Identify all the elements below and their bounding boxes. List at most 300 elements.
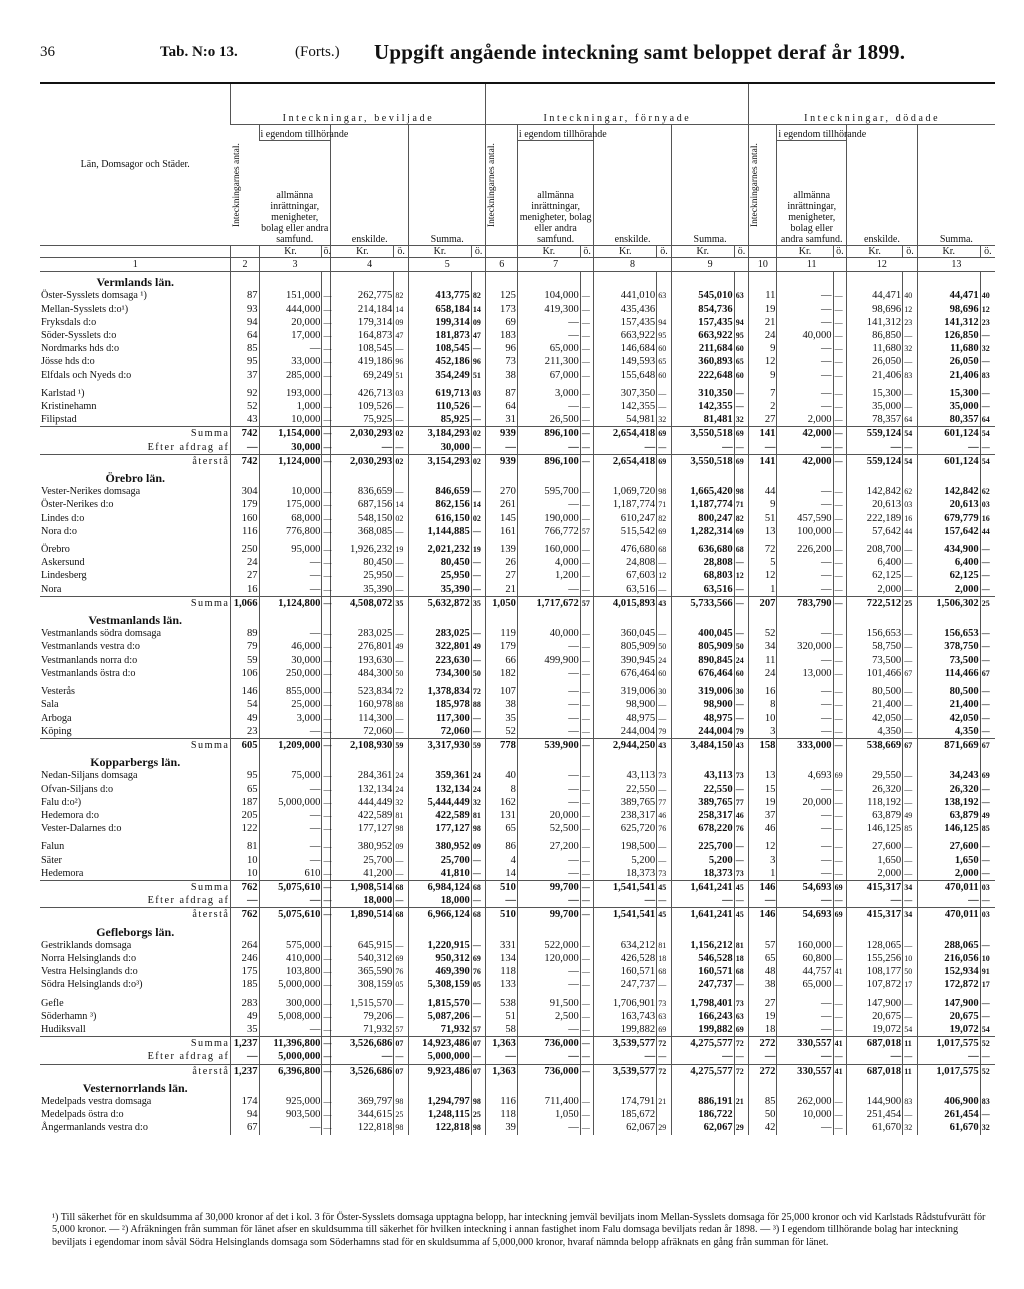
ore-cell: — bbox=[580, 387, 593, 400]
value-cell: 939 bbox=[486, 427, 517, 441]
ore-cell: — bbox=[734, 387, 749, 400]
value-cell: 107 bbox=[486, 685, 517, 698]
value-cell: 2,000 bbox=[777, 413, 833, 427]
value-cell: 156,653 bbox=[847, 627, 903, 640]
ore-label: ö. bbox=[394, 246, 409, 258]
value-cell: 1,124,000 bbox=[259, 454, 322, 468]
value-cell: 98,900 bbox=[594, 698, 657, 711]
ore-cell: — bbox=[322, 316, 331, 329]
value-cell: 762 bbox=[231, 880, 259, 894]
value-cell: 658,184 bbox=[408, 303, 471, 316]
ore-cell: — bbox=[322, 880, 331, 894]
value-cell: 43,113 bbox=[671, 769, 734, 782]
ore-cell: — bbox=[322, 413, 331, 427]
ore-cell: — bbox=[980, 543, 995, 556]
ore-cell: — bbox=[394, 997, 409, 1010]
ore-cell: — bbox=[734, 978, 749, 991]
value-cell: 247,737 bbox=[594, 978, 657, 991]
value-cell: 5,200 bbox=[594, 854, 657, 867]
value-cell: 144,900 bbox=[847, 1095, 903, 1108]
allmanna-header: allmänna inrättningar, menigheter, bolag eller andra samfund. bbox=[777, 140, 847, 245]
ore-cell: — bbox=[833, 796, 846, 809]
value-cell: 766,772 bbox=[517, 525, 580, 538]
value-cell: 380,952 bbox=[408, 840, 471, 853]
ore-cell: — bbox=[980, 796, 995, 809]
table-row bbox=[40, 1108, 995, 1121]
ore-cell: — bbox=[580, 667, 593, 680]
ore-cell: — bbox=[580, 441, 593, 455]
value-cell: 2,030,293 bbox=[331, 454, 394, 468]
value-cell: — bbox=[777, 894, 833, 908]
ore-cell: — bbox=[833, 596, 846, 610]
column-number: 2 bbox=[231, 258, 259, 272]
ore-cell: — bbox=[980, 569, 995, 582]
value-cell: 1 bbox=[749, 583, 777, 597]
row-label: Efter afdrag af bbox=[40, 894, 231, 908]
value-cell: 114,466 bbox=[917, 667, 980, 680]
ore-cell: 98 bbox=[657, 485, 672, 498]
value-cell: 27 bbox=[231, 569, 259, 582]
ore-cell: — bbox=[734, 783, 749, 796]
ore-cell: 98 bbox=[734, 485, 749, 498]
value-cell: 11,680 bbox=[917, 342, 980, 355]
value-cell: 40,000 bbox=[777, 329, 833, 342]
value-cell: 2,021,232 bbox=[408, 543, 471, 556]
value-cell: 182 bbox=[486, 667, 517, 680]
value-cell: 783,790 bbox=[777, 596, 833, 610]
value-cell: 258,317 bbox=[671, 809, 734, 822]
value-cell: — bbox=[777, 997, 833, 1010]
value-cell: 1,069,720 bbox=[594, 485, 657, 498]
ore-cell: 83 bbox=[980, 369, 995, 382]
ore-cell: — bbox=[322, 556, 331, 569]
value-cell: 676,464 bbox=[671, 667, 734, 680]
value-cell: — bbox=[777, 342, 833, 355]
value-cell: 62,125 bbox=[847, 569, 903, 582]
value-cell: — bbox=[517, 965, 580, 978]
row-label: Summa bbox=[190, 597, 230, 609]
value-cell: — bbox=[594, 441, 657, 455]
value-cell: 1,050 bbox=[486, 596, 517, 610]
value-cell: — bbox=[517, 667, 580, 680]
value-cell: 81 bbox=[231, 840, 259, 853]
value-cell: 141,312 bbox=[847, 316, 903, 329]
value-cell: 1,706,901 bbox=[594, 997, 657, 1010]
value-cell: 616,150 bbox=[408, 512, 471, 525]
ore-cell: 03 bbox=[394, 387, 409, 400]
ore-cell: — bbox=[580, 342, 593, 355]
ore-cell: 47 bbox=[394, 329, 409, 342]
ore-cell: — bbox=[322, 978, 331, 991]
ore-cell: — bbox=[580, 400, 593, 413]
value-cell: 5,075,610 bbox=[259, 908, 322, 922]
value-cell: 46,000 bbox=[259, 640, 322, 653]
ore-cell: — bbox=[980, 894, 995, 908]
ore-cell: 32 bbox=[394, 796, 409, 809]
ore-cell: — bbox=[903, 441, 918, 455]
ore-cell: — bbox=[657, 583, 672, 597]
ore-cell: 68 bbox=[394, 908, 409, 922]
value-cell: 1,220,915 bbox=[408, 939, 471, 952]
value-cell: 27,200 bbox=[517, 840, 580, 853]
ore-cell: 60 bbox=[734, 369, 749, 382]
value-cell: 538,669 bbox=[847, 738, 903, 752]
ore-cell: 83 bbox=[980, 1095, 995, 1108]
ore-cell: 98 bbox=[394, 1121, 409, 1134]
value-cell: 24 bbox=[231, 556, 259, 569]
ore-cell: 72 bbox=[394, 685, 409, 698]
value-cell: 73,500 bbox=[917, 654, 980, 667]
value-cell: 41,810 bbox=[408, 867, 471, 881]
table-row bbox=[40, 1023, 995, 1037]
ore-cell: — bbox=[580, 978, 593, 991]
value-cell: 94 bbox=[231, 316, 259, 329]
value-cell: 100,000 bbox=[777, 525, 833, 538]
row-label: Vestmanlands norra d:o bbox=[41, 654, 138, 666]
summary-row bbox=[40, 454, 995, 468]
value-cell: — bbox=[517, 712, 580, 725]
value-cell: — bbox=[517, 441, 580, 455]
value-cell: 68,803 bbox=[671, 569, 734, 582]
antal-header: Inteckningarnes antal. bbox=[231, 143, 242, 227]
value-cell: 9 bbox=[749, 369, 777, 382]
value-cell: 1,717,672 bbox=[517, 596, 580, 610]
value-cell: 120,000 bbox=[517, 952, 580, 965]
ore-cell: — bbox=[980, 1108, 995, 1121]
value-cell: 510 bbox=[486, 880, 517, 894]
ore-cell: — bbox=[657, 1050, 672, 1064]
ore-cell: 35 bbox=[471, 596, 486, 610]
ore-cell: — bbox=[322, 543, 331, 556]
value-cell: 354,249 bbox=[408, 369, 471, 382]
value-cell: 1,890,514 bbox=[331, 908, 394, 922]
ore-cell: 67 bbox=[903, 738, 918, 752]
value-cell: 1,187,774 bbox=[594, 498, 657, 511]
value-cell: 91,500 bbox=[517, 997, 580, 1010]
value-cell: 133 bbox=[486, 978, 517, 991]
ore-cell: — bbox=[322, 1023, 331, 1037]
value-cell: 42,050 bbox=[917, 712, 980, 725]
value-cell: — bbox=[777, 387, 833, 400]
value-cell: 80,357 bbox=[917, 413, 980, 427]
value-cell: 722,512 bbox=[847, 596, 903, 610]
ore-cell: — bbox=[833, 867, 846, 881]
value-cell: — bbox=[917, 441, 980, 455]
value-cell: 73,500 bbox=[847, 654, 903, 667]
value-cell: 854,736 bbox=[671, 303, 734, 316]
ore-cell: 54 bbox=[980, 1023, 995, 1037]
value-cell: 79 bbox=[231, 640, 259, 653]
row-label: Vester-Dalarnes d:o bbox=[41, 823, 122, 835]
ore-cell: — bbox=[833, 525, 846, 538]
ore-cell: 09 bbox=[471, 316, 486, 329]
value-cell: 141 bbox=[749, 427, 777, 441]
ore-cell: — bbox=[980, 783, 995, 796]
value-cell: 1,282,314 bbox=[671, 525, 734, 538]
value-cell: — bbox=[259, 854, 322, 867]
value-cell: — bbox=[259, 783, 322, 796]
ore-cell: — bbox=[471, 556, 486, 569]
value-cell: 152,934 bbox=[917, 965, 980, 978]
value-cell: 5,000,000 bbox=[259, 796, 322, 809]
value-cell: 35,390 bbox=[331, 583, 394, 597]
value-cell: 330,557 bbox=[777, 1064, 833, 1078]
value-cell: 322,801 bbox=[408, 640, 471, 653]
value-cell: — bbox=[777, 1023, 833, 1037]
ore-cell: 49 bbox=[903, 809, 918, 822]
ore-cell: — bbox=[833, 712, 846, 725]
ore-cell: — bbox=[394, 712, 409, 725]
value-cell: 62,067 bbox=[671, 1121, 734, 1134]
value-cell: 26,050 bbox=[917, 355, 980, 368]
value-cell: 6,400 bbox=[917, 556, 980, 569]
ore-cell: 81 bbox=[657, 939, 672, 952]
ore-cell: 68 bbox=[471, 908, 486, 922]
value-cell: — bbox=[777, 854, 833, 867]
ore-cell: 83 bbox=[903, 369, 918, 382]
ore-cell: — bbox=[980, 627, 995, 640]
value-cell: 390,945 bbox=[594, 654, 657, 667]
value-cell: 222,648 bbox=[671, 369, 734, 382]
ore-cell: 24 bbox=[471, 783, 486, 796]
ore-cell: — bbox=[980, 640, 995, 653]
value-cell: 1,294,797 bbox=[408, 1095, 471, 1108]
table-row bbox=[40, 627, 995, 640]
value-cell: 199,882 bbox=[594, 1023, 657, 1037]
ore-cell: 59 bbox=[394, 738, 409, 752]
ore-cell: — bbox=[394, 485, 409, 498]
ore-cell: — bbox=[322, 596, 331, 610]
ore-cell: — bbox=[322, 498, 331, 511]
ore-cell: 11 bbox=[903, 1064, 918, 1078]
ore-cell: — bbox=[322, 667, 331, 680]
value-cell: 251,454 bbox=[847, 1108, 903, 1121]
ore-cell: — bbox=[980, 556, 995, 569]
ore-cell: — bbox=[980, 840, 995, 853]
ore-cell: — bbox=[322, 997, 331, 1010]
ore-cell: — bbox=[734, 894, 749, 908]
row-label: Lindes d:o bbox=[41, 512, 85, 524]
row-label: Medelpads vestra domsaga bbox=[41, 1095, 152, 1107]
value-cell: — bbox=[777, 289, 833, 302]
ore-cell: — bbox=[471, 485, 486, 498]
ore-cell: 16 bbox=[903, 512, 918, 525]
county-heading bbox=[40, 1078, 995, 1095]
ore-cell: 02 bbox=[394, 512, 409, 525]
value-cell: 31 bbox=[486, 413, 517, 427]
ore-cell: 44 bbox=[903, 525, 918, 538]
value-cell: 711,400 bbox=[517, 1095, 580, 1108]
ore-cell: 09 bbox=[471, 840, 486, 853]
ore-cell: 14 bbox=[471, 303, 486, 316]
ore-cell: 43 bbox=[657, 596, 672, 610]
value-cell: 116 bbox=[231, 525, 259, 538]
ore-cell: 69 bbox=[734, 525, 749, 538]
value-cell: 307,350 bbox=[594, 387, 657, 400]
value-cell: 283,025 bbox=[331, 627, 394, 640]
value-cell: 222,189 bbox=[847, 512, 903, 525]
value-cell: — bbox=[259, 1121, 322, 1134]
row-label: Ofvan-Siljans d:o bbox=[41, 783, 114, 795]
value-cell: 92 bbox=[231, 387, 259, 400]
ore-cell: — bbox=[471, 627, 486, 640]
value-cell: 419,186 bbox=[331, 355, 394, 368]
value-cell: 179 bbox=[486, 640, 517, 653]
value-cell: 208,700 bbox=[847, 543, 903, 556]
value-cell: 3,539,577 bbox=[594, 1064, 657, 1078]
ore-cell: 65 bbox=[657, 355, 672, 368]
value-cell: 175 bbox=[231, 965, 259, 978]
value-cell: 1,541,541 bbox=[594, 908, 657, 922]
value-cell: 2,944,250 bbox=[594, 738, 657, 752]
value-cell: 441,010 bbox=[594, 289, 657, 302]
value-cell: 38 bbox=[749, 978, 777, 991]
ore-cell: 69 bbox=[471, 952, 486, 965]
ore-cell: — bbox=[580, 640, 593, 653]
value-cell: 126,850 bbox=[917, 329, 980, 342]
value-cell: 1,017,575 bbox=[917, 1037, 980, 1051]
value-cell: 319,006 bbox=[671, 685, 734, 698]
value-cell: 939 bbox=[486, 454, 517, 468]
value-cell: 264 bbox=[231, 939, 259, 952]
value-cell: 4,275,577 bbox=[671, 1064, 734, 1078]
value-cell: 35 bbox=[486, 712, 517, 725]
value-cell: 28,808 bbox=[671, 556, 734, 569]
value-cell: 27 bbox=[749, 997, 777, 1010]
ore-cell: — bbox=[580, 997, 593, 1010]
ore-cell: — bbox=[734, 1050, 749, 1064]
table-row bbox=[40, 796, 995, 809]
value-cell: 23 bbox=[231, 725, 259, 739]
ore-cell: 72 bbox=[734, 1064, 749, 1078]
value-cell: 64 bbox=[231, 329, 259, 342]
ore-cell: 72 bbox=[471, 685, 486, 698]
value-cell: 132,134 bbox=[408, 783, 471, 796]
value-cell: — bbox=[777, 822, 833, 835]
ore-cell: 49 bbox=[394, 640, 409, 653]
value-cell: 1,209,000 bbox=[259, 738, 322, 752]
ore-cell: — bbox=[394, 627, 409, 640]
value-cell: — bbox=[777, 783, 833, 796]
ore-cell: 72 bbox=[657, 1037, 672, 1051]
ore-cell: 54 bbox=[903, 1023, 918, 1037]
value-cell: 244,004 bbox=[594, 725, 657, 739]
value-cell: 65,000 bbox=[517, 342, 580, 355]
ore-cell: 98 bbox=[471, 1095, 486, 1108]
value-cell: — bbox=[777, 712, 833, 725]
ore-cell: — bbox=[580, 427, 593, 441]
ore-cell: — bbox=[833, 997, 846, 1010]
value-cell: 75,925 bbox=[331, 413, 394, 427]
ore-cell: — bbox=[903, 1050, 918, 1064]
value-cell: 1,926,232 bbox=[331, 543, 394, 556]
value-cell: 452,186 bbox=[408, 355, 471, 368]
ore-cell: 03 bbox=[903, 498, 918, 511]
row-label: Askersund bbox=[41, 557, 85, 569]
ore-cell: — bbox=[322, 1108, 331, 1121]
ore-cell: — bbox=[833, 329, 846, 342]
row-label: Vester-Nerikes domsaga bbox=[41, 486, 141, 498]
ore-cell: — bbox=[394, 939, 409, 952]
value-cell: 122 bbox=[231, 822, 259, 835]
row-label: Söderhamn ³) bbox=[41, 1010, 97, 1022]
value-cell: 250,000 bbox=[259, 667, 322, 680]
value-cell: 4 bbox=[486, 854, 517, 867]
value-cell: — bbox=[671, 441, 734, 455]
ore-cell: 50 bbox=[471, 667, 486, 680]
ore-cell: 77 bbox=[734, 796, 749, 809]
value-cell: 128,065 bbox=[847, 939, 903, 952]
ore-cell: — bbox=[903, 387, 918, 400]
value-cell: 3 bbox=[749, 854, 777, 867]
value-cell: 6,400 bbox=[847, 556, 903, 569]
summa-header: Summa. bbox=[408, 140, 486, 245]
value-cell: 308,159 bbox=[331, 978, 394, 991]
value-cell: 548,150 bbox=[331, 512, 394, 525]
value-cell: 736,000 bbox=[517, 1037, 580, 1051]
value-cell: 5,000,000 bbox=[259, 978, 322, 991]
ore-cell: — bbox=[394, 654, 409, 667]
ore-cell: — bbox=[734, 556, 749, 569]
value-cell: 365,590 bbox=[331, 965, 394, 978]
value-cell: 46 bbox=[749, 822, 777, 835]
ore-cell: — bbox=[833, 840, 846, 853]
ore-cell: — bbox=[657, 854, 672, 867]
value-cell: 605 bbox=[231, 738, 259, 752]
ore-cell: — bbox=[833, 1108, 846, 1121]
ore-cell: — bbox=[657, 978, 672, 991]
value-cell: 86 bbox=[486, 840, 517, 853]
value-cell: 57 bbox=[749, 939, 777, 952]
ore-cell: — bbox=[394, 867, 409, 881]
ore-cell: 50 bbox=[657, 640, 672, 653]
value-cell: — bbox=[749, 1050, 777, 1064]
antal-header: Inteckningarnes antal. bbox=[750, 143, 761, 227]
value-cell: 444,449 bbox=[331, 796, 394, 809]
value-cell: 3,526,686 bbox=[331, 1037, 394, 1051]
ore-cell: — bbox=[322, 1121, 331, 1134]
value-cell: 663,922 bbox=[671, 329, 734, 342]
value-cell: — bbox=[777, 725, 833, 739]
value-cell: 52 bbox=[231, 400, 259, 413]
value-cell: 18 bbox=[749, 1023, 777, 1037]
value-cell: 762 bbox=[231, 908, 259, 922]
value-cell: 276,801 bbox=[331, 640, 394, 653]
value-cell: 389,765 bbox=[671, 796, 734, 809]
value-cell: 10 bbox=[231, 854, 259, 867]
ore-cell: 44 bbox=[980, 525, 995, 538]
ore-cell: 96 bbox=[471, 355, 486, 368]
ore-cell: 19 bbox=[471, 543, 486, 556]
ore-cell: — bbox=[322, 1010, 331, 1023]
ore-cell: — bbox=[322, 698, 331, 711]
value-cell: 80,500 bbox=[917, 685, 980, 698]
value-cell: 48,975 bbox=[594, 712, 657, 725]
value-cell: 742 bbox=[231, 427, 259, 441]
value-cell: 426,713 bbox=[331, 387, 394, 400]
value-cell: 11,396,800 bbox=[259, 1037, 322, 1051]
antal-header: Inteckningarnes antal. bbox=[487, 143, 498, 227]
value-cell: 211,684 bbox=[671, 342, 734, 355]
ore-cell: — bbox=[833, 498, 846, 511]
ore-cell: — bbox=[833, 854, 846, 867]
row-label-header: Län, Domsagor och Städer. bbox=[80, 159, 190, 170]
ore-cell: — bbox=[471, 939, 486, 952]
value-cell: 52 bbox=[749, 627, 777, 640]
value-cell: 3,526,686 bbox=[331, 1064, 394, 1078]
value-cell: 20,000 bbox=[259, 316, 322, 329]
egendom-header: i egendom tillhörande bbox=[777, 125, 847, 141]
